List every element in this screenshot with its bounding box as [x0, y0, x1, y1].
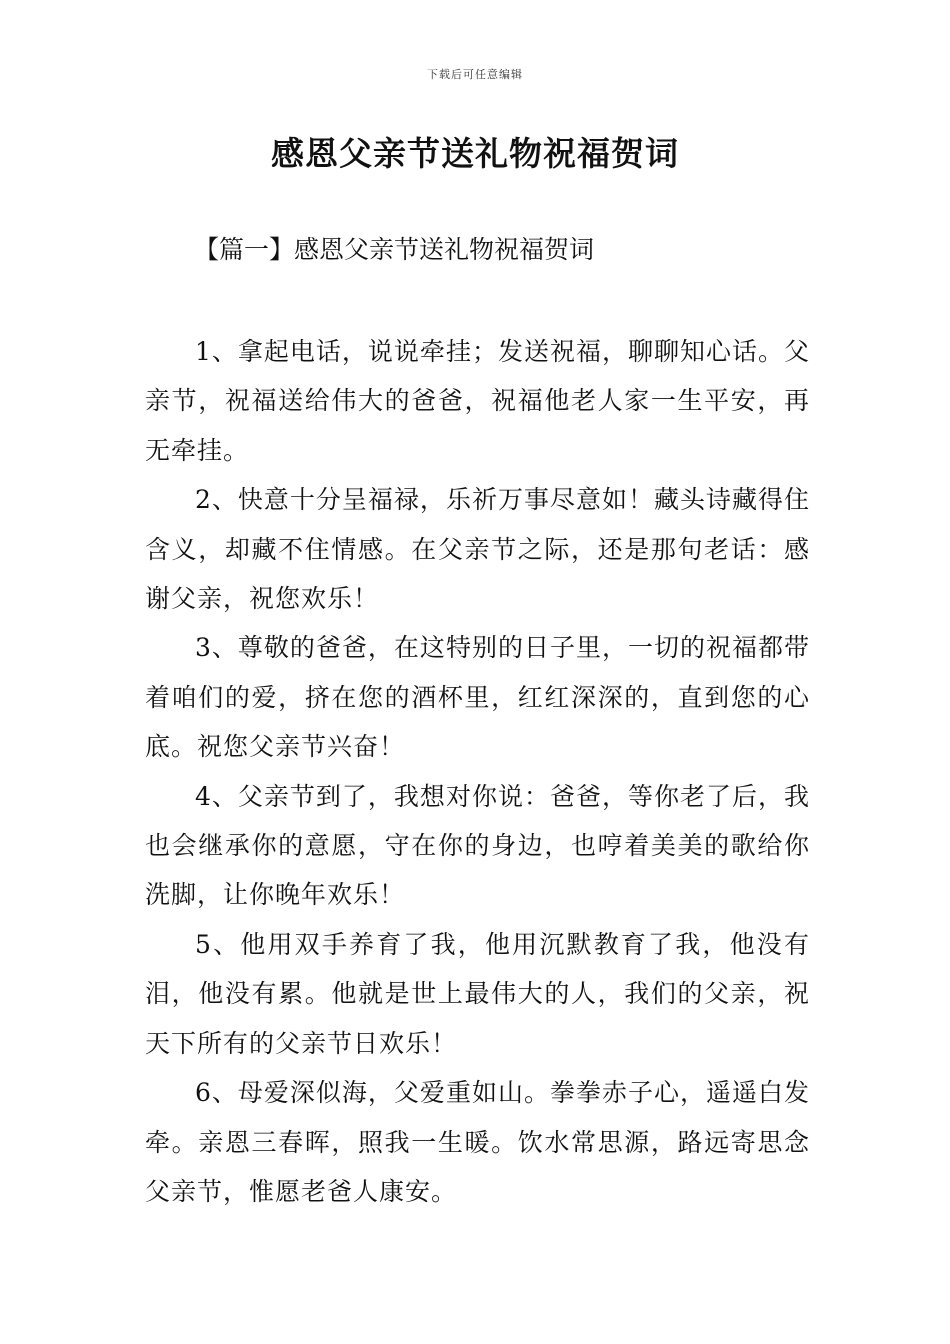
section-heading: 【篇一】感恩父亲节送礼物祝福贺词 — [194, 235, 595, 264]
paragraph-1: 1、拿起电话，说说牵挂；发送祝福，聊聊知心话。父亲节，祝福送给伟大的爸爸，祝福他老人家一生平安，再无牵挂。 — [145, 337, 810, 465]
paragraph-6: 6、母爱深似海，父爱重如山。拳拳赤子心，遥遥白发牵。亲恩三春晖，照我一生暖。饮水常思源，路远寄思念父亲节，惟愿老爸人康安。 — [145, 1078, 810, 1206]
paragraph-3: 3、尊敬的爸爸，在这特别的日子里，一切的祝福都带着咱们的爱，挤在您的酒杯里，红红深深的，直到您的心底。祝您父亲节兴奋！ — [145, 633, 810, 762]
paragraph-4: 4、父亲节到了，我想对你说：爸爸，等你老了后，我也会继承你的意愿，守在你的身边，也哼着美美的歌给你洗脚，让你晚年欢乐！ — [145, 781, 810, 910]
document-title: 感恩父亲节送礼物祝福贺词 — [271, 134, 679, 173]
paragraph-2: 2、快意十分呈福禄，乐祈万事尽意如！藏头诗藏得住含义，却藏不住情感。在父亲节之际，还是那句老话：感谢父亲，祝您欢乐！ — [145, 485, 810, 614]
paragraph-5: 5、他用双手养育了我，他用沉默教育了我，他没有泪，他没有累。他就是世上最伟大的人，我们的父亲，祝天下所有的父亲节日欢乐！ — [145, 929, 810, 1058]
header-note: 下载后可任意编辑 — [427, 68, 523, 81]
document-body — [145, 327, 810, 1216]
